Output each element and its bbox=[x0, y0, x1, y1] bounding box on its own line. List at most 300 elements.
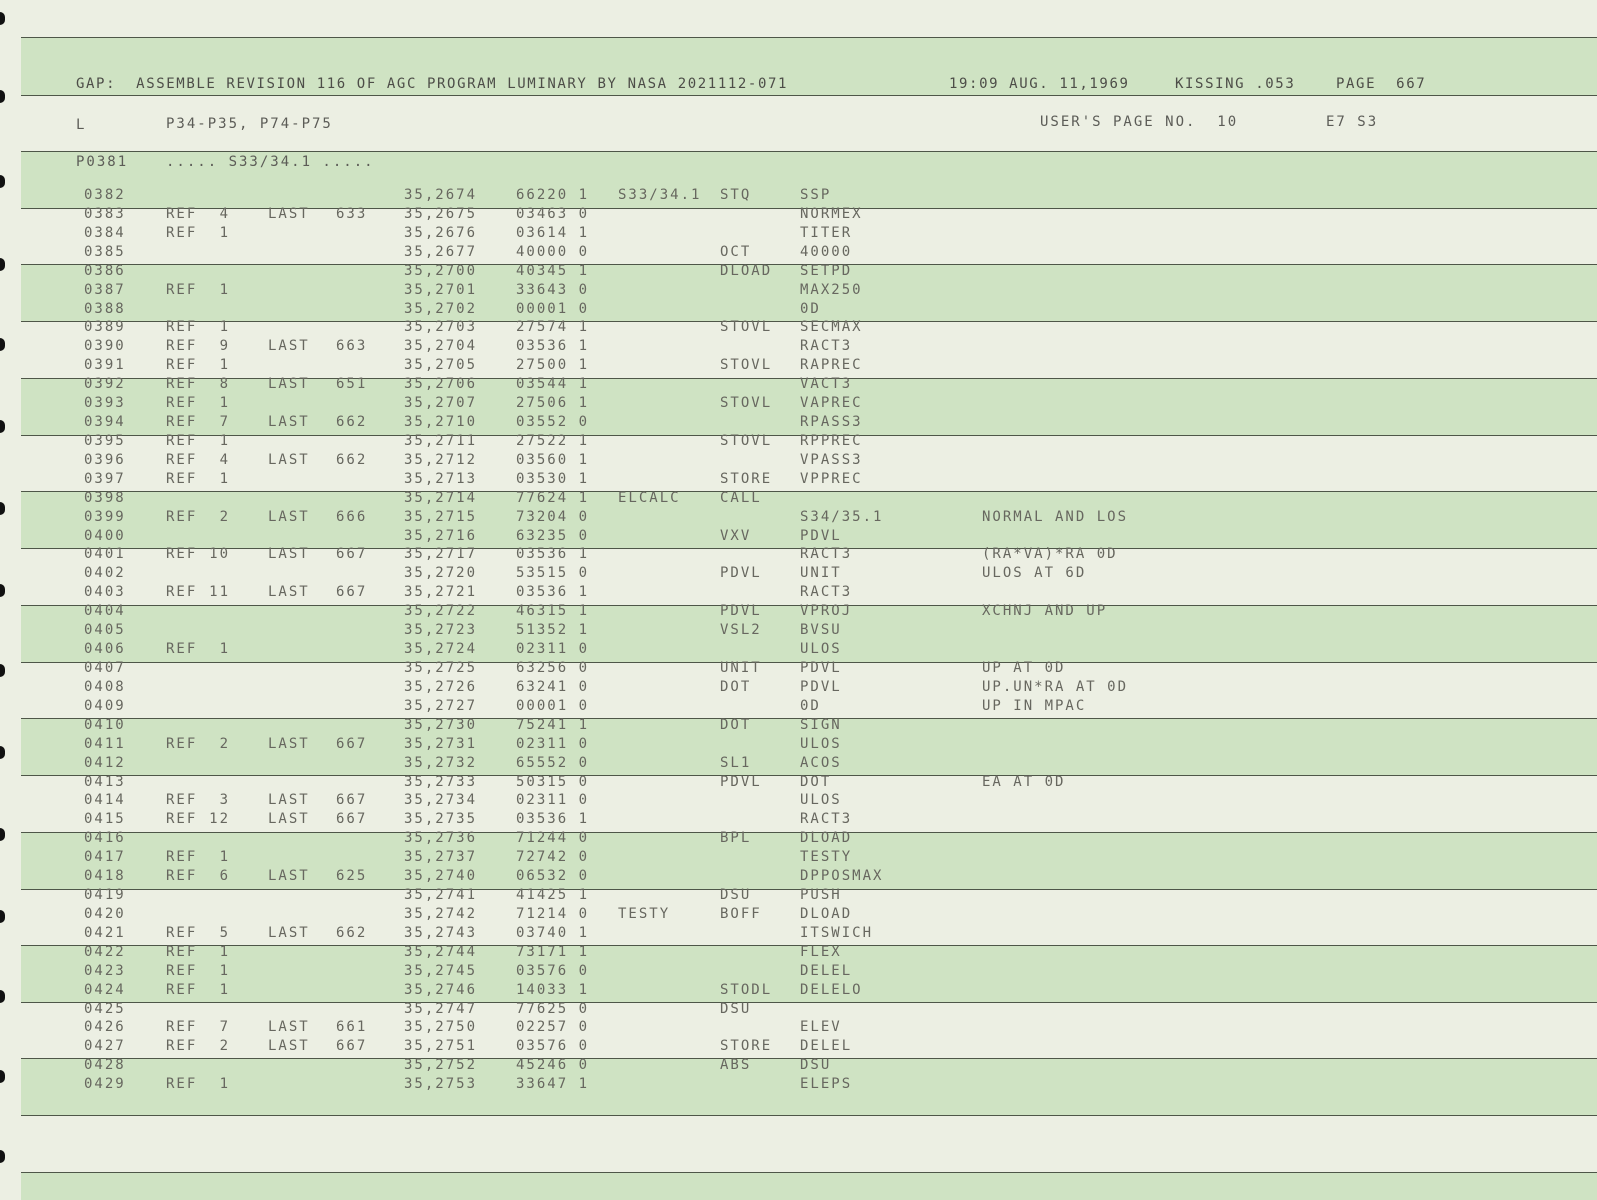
ref-flag: REF bbox=[166, 868, 198, 884]
octal-code: 41425 1 bbox=[516, 887, 590, 903]
operator: KISSING .053 bbox=[1175, 76, 1296, 92]
line-number: 0422 bbox=[84, 944, 126, 960]
operand: ULOS bbox=[800, 736, 842, 752]
address: 35,2714 bbox=[404, 490, 478, 506]
opcode: PDVL bbox=[720, 565, 762, 581]
address: 35,2716 bbox=[404, 528, 478, 544]
operand: DSU bbox=[800, 1057, 832, 1073]
operand: PDVL bbox=[800, 528, 842, 544]
octal-code: 00001 0 bbox=[516, 301, 590, 317]
octal-code: 33647 1 bbox=[516, 1076, 590, 1092]
address: 35,2732 bbox=[404, 755, 478, 771]
ref-flag: REF bbox=[166, 414, 198, 430]
address: 35,2744 bbox=[404, 944, 478, 960]
opcode: VSL2 bbox=[720, 622, 762, 638]
operand: RACT3 bbox=[800, 584, 853, 600]
ref-flag: REF bbox=[166, 338, 198, 354]
ref-count: 1 bbox=[219, 982, 230, 998]
line-number: 0403 bbox=[84, 584, 126, 600]
operand: 0D bbox=[800, 698, 821, 714]
operand: UNIT bbox=[800, 565, 842, 581]
opcode: STORE bbox=[720, 1038, 773, 1054]
line-number: 0397 bbox=[84, 471, 126, 487]
last-page: 667 bbox=[336, 584, 368, 600]
line-number: 0428 bbox=[84, 1057, 126, 1073]
address: 35,2677 bbox=[404, 244, 478, 260]
last-page: 663 bbox=[336, 338, 368, 354]
address: 35,2715 bbox=[404, 509, 478, 525]
address: 35,2700 bbox=[404, 263, 478, 279]
line-number: 0388 bbox=[84, 301, 126, 317]
operand: DELEL bbox=[800, 1038, 853, 1054]
ref-count: 1 bbox=[219, 282, 230, 298]
line-number: 0413 bbox=[84, 774, 126, 790]
line-number: 0408 bbox=[84, 679, 126, 695]
octal-code: 27574 1 bbox=[516, 319, 590, 335]
octal-code: 27506 1 bbox=[516, 395, 590, 411]
line-number: 0386 bbox=[84, 263, 126, 279]
operand: FLEX bbox=[800, 944, 842, 960]
address: 35,2721 bbox=[404, 584, 478, 600]
address: 35,2731 bbox=[404, 736, 478, 752]
opcode: PDVL bbox=[720, 774, 762, 790]
operand: PDVL bbox=[800, 679, 842, 695]
line-number: 0398 bbox=[84, 490, 126, 506]
last-page: 667 bbox=[336, 546, 368, 562]
line-number: 0384 bbox=[84, 225, 126, 241]
octal-code: 63256 0 bbox=[516, 660, 590, 676]
last-page: 625 bbox=[336, 868, 368, 884]
ref-count: 7 bbox=[219, 1019, 230, 1035]
operand: ULOS bbox=[800, 641, 842, 657]
line-number: 0417 bbox=[84, 849, 126, 865]
last-page: 662 bbox=[336, 925, 368, 941]
ref-count: 2 bbox=[219, 509, 230, 525]
line-number: 0419 bbox=[84, 887, 126, 903]
line-number: 0401 bbox=[84, 546, 126, 562]
comment: UP AT 0D bbox=[982, 660, 1066, 676]
address: 35,2740 bbox=[404, 868, 478, 884]
address: 35,2737 bbox=[404, 849, 478, 865]
operand: 40000 bbox=[800, 244, 853, 260]
operand: RPASS3 bbox=[800, 414, 863, 430]
left-mark: L bbox=[76, 117, 87, 133]
ref-flag: REF bbox=[166, 963, 198, 979]
ref-count: 1 bbox=[219, 849, 230, 865]
listing-title: GAP: ASSEMBLE REVISION 116 OF AGC PROGRAM LUMINARY BY NASA 2021112-071 bbox=[76, 76, 789, 92]
last-flag: LAST bbox=[268, 376, 310, 392]
ref-count: 7 bbox=[219, 414, 230, 430]
octal-code: 03463 0 bbox=[516, 206, 590, 222]
ref-flag: REF bbox=[166, 584, 198, 600]
opcode: BPL bbox=[720, 830, 752, 846]
page-number: PAGE 667 bbox=[1336, 76, 1427, 92]
operand: BVSU bbox=[800, 622, 842, 638]
octal-code: 02311 0 bbox=[516, 736, 590, 752]
octal-code: 27500 1 bbox=[516, 357, 590, 373]
address: 35,2752 bbox=[404, 1057, 478, 1073]
opcode: VXV bbox=[720, 528, 752, 544]
ref-flag: REF bbox=[166, 433, 198, 449]
line-number: 0402 bbox=[84, 565, 126, 581]
octal-code: 72742 0 bbox=[516, 849, 590, 865]
line-number: 0390 bbox=[84, 338, 126, 354]
ref-flag: REF bbox=[166, 282, 198, 298]
line-number: 0407 bbox=[84, 660, 126, 676]
address: 35,2705 bbox=[404, 357, 478, 373]
address: 35,2734 bbox=[404, 792, 478, 808]
last-page: 667 bbox=[336, 811, 368, 827]
address: 35,2675 bbox=[404, 206, 478, 222]
line-number: 0420 bbox=[84, 906, 126, 922]
operand: TESTY bbox=[800, 849, 853, 865]
octal-code: 03740 1 bbox=[516, 925, 590, 941]
ref-count: 2 bbox=[219, 736, 230, 752]
address: 35,2710 bbox=[404, 414, 478, 430]
ref-flag: REF bbox=[166, 376, 198, 392]
line-number: 0385 bbox=[84, 244, 126, 260]
ref-flag: REF bbox=[166, 792, 198, 808]
comment: UP.UN*RA AT 0D bbox=[982, 679, 1129, 695]
operand: VPPREC bbox=[800, 471, 863, 487]
operand: RPPREC bbox=[800, 433, 863, 449]
octal-code: 71244 0 bbox=[516, 830, 590, 846]
address: 35,2674 bbox=[404, 187, 478, 203]
octal-code: 63241 0 bbox=[516, 679, 590, 695]
operand: 0D bbox=[800, 301, 821, 317]
ref-flag: REF bbox=[166, 357, 198, 373]
octal-code: 40345 1 bbox=[516, 263, 590, 279]
line-number: 0426 bbox=[84, 1019, 126, 1035]
section-line-number: P0381 bbox=[76, 154, 129, 170]
ref-flag: REF bbox=[166, 1019, 198, 1035]
last-page: 661 bbox=[336, 1019, 368, 1035]
ref-flag: REF bbox=[166, 944, 198, 960]
octal-code: 73171 1 bbox=[516, 944, 590, 960]
last-flag: LAST bbox=[268, 509, 310, 525]
ref-flag: REF bbox=[166, 641, 198, 657]
operand: DLOAD bbox=[800, 906, 853, 922]
line-number: 0429 bbox=[84, 1076, 126, 1092]
line-number: 0406 bbox=[84, 641, 126, 657]
opcode: SL1 bbox=[720, 755, 752, 771]
operand: TITER bbox=[800, 225, 853, 241]
last-flag: LAST bbox=[268, 338, 310, 354]
opcode: DLOAD bbox=[720, 263, 773, 279]
line-number: 0409 bbox=[84, 698, 126, 714]
ref-count: 1 bbox=[219, 225, 230, 241]
line-number: 0418 bbox=[84, 868, 126, 884]
address: 35,2703 bbox=[404, 319, 478, 335]
ref-flag: REF bbox=[166, 206, 198, 222]
octal-code: 03560 1 bbox=[516, 452, 590, 468]
address: 35,2722 bbox=[404, 603, 478, 619]
comment: ULOS AT 6D bbox=[982, 565, 1087, 581]
ref-count: 9 bbox=[219, 338, 230, 354]
label: S33/34.1 bbox=[618, 187, 702, 203]
operand: RAPREC bbox=[800, 357, 863, 373]
opcode: OCT bbox=[720, 244, 752, 260]
ref-count: 1 bbox=[219, 944, 230, 960]
line-number: 0423 bbox=[84, 963, 126, 979]
ref-flag: REF bbox=[166, 1076, 198, 1092]
ref-count: 4 bbox=[219, 206, 230, 222]
last-page: 662 bbox=[336, 452, 368, 468]
operand: DELEL bbox=[800, 963, 853, 979]
line-number: 0395 bbox=[84, 433, 126, 449]
line-number: 0387 bbox=[84, 282, 126, 298]
operand: VACT3 bbox=[800, 376, 853, 392]
address: 35,2707 bbox=[404, 395, 478, 411]
octal-code: 73204 0 bbox=[516, 509, 590, 525]
octal-code: 27522 1 bbox=[516, 433, 590, 449]
last-flag: LAST bbox=[268, 925, 310, 941]
operand: RACT3 bbox=[800, 811, 853, 827]
line-number: 0425 bbox=[84, 1001, 126, 1017]
last-page: 667 bbox=[336, 792, 368, 808]
ref-count: 2 bbox=[219, 1038, 230, 1054]
octal-code: 33643 0 bbox=[516, 282, 590, 298]
operand: ULOS bbox=[800, 792, 842, 808]
line-number: 0396 bbox=[84, 452, 126, 468]
ref-count: 4 bbox=[219, 452, 230, 468]
operand: ITSWICH bbox=[800, 925, 874, 941]
last-flag: LAST bbox=[268, 414, 310, 430]
octal-code: 02311 0 bbox=[516, 792, 590, 808]
line-number: 0392 bbox=[84, 376, 126, 392]
octal-code: 77624 1 bbox=[516, 490, 590, 506]
address: 35,2720 bbox=[404, 565, 478, 581]
address: 35,2745 bbox=[404, 963, 478, 979]
line-number: 0393 bbox=[84, 395, 126, 411]
ref-count: 5 bbox=[219, 925, 230, 941]
address: 35,2701 bbox=[404, 282, 478, 298]
last-flag: LAST bbox=[268, 584, 310, 600]
address: 35,2741 bbox=[404, 887, 478, 903]
octal-code: 06532 0 bbox=[516, 868, 590, 884]
last-flag: LAST bbox=[268, 1038, 310, 1054]
ref-count: 1 bbox=[219, 1076, 230, 1092]
ref-flag: REF bbox=[166, 1038, 198, 1054]
ref-flag: REF bbox=[166, 471, 198, 487]
ref-count: 1 bbox=[219, 395, 230, 411]
opcode: DOT bbox=[720, 679, 752, 695]
line-number: 0382 bbox=[84, 187, 126, 203]
operand: PDVL bbox=[800, 660, 842, 676]
address: 35,2750 bbox=[404, 1019, 478, 1035]
label: ELCALC bbox=[618, 490, 681, 506]
ref-flag: REF bbox=[166, 452, 198, 468]
address: 35,2727 bbox=[404, 698, 478, 714]
line-number: 0421 bbox=[84, 925, 126, 941]
line-number: 0405 bbox=[84, 622, 126, 638]
comment: (RA*VA)*RA 0D bbox=[982, 546, 1118, 562]
comment: NORMAL AND LOS bbox=[982, 509, 1129, 525]
ref-count: 3 bbox=[219, 792, 230, 808]
ref-count: 10 bbox=[209, 546, 230, 562]
opcode: STORE bbox=[720, 471, 773, 487]
address: 35,2725 bbox=[404, 660, 478, 676]
octal-code: 03576 0 bbox=[516, 1038, 590, 1054]
line-number: 0399 bbox=[84, 509, 126, 525]
opcode: DSU bbox=[720, 1001, 752, 1017]
operand: DPPOSMAX bbox=[800, 868, 884, 884]
ref-flag: REF bbox=[166, 546, 198, 562]
address: 35,2713 bbox=[404, 471, 478, 487]
octal-code: 65552 0 bbox=[516, 755, 590, 771]
opcode: BOFF bbox=[720, 906, 762, 922]
ref-count: 11 bbox=[209, 584, 230, 600]
octal-code: 75241 1 bbox=[516, 717, 590, 733]
ref-flag: REF bbox=[166, 849, 198, 865]
opcode: STOVL bbox=[720, 395, 773, 411]
address: 35,2736 bbox=[404, 830, 478, 846]
line-number: 0389 bbox=[84, 319, 126, 335]
timestamp: 19:09 AUG. 11,1969 bbox=[949, 76, 1130, 92]
operand: SECMAX bbox=[800, 319, 863, 335]
opcode: ABS bbox=[720, 1057, 752, 1073]
ref-count: 1 bbox=[219, 963, 230, 979]
last-flag: LAST bbox=[268, 811, 310, 827]
comment: EA AT 0D bbox=[982, 774, 1066, 790]
ref-count: 1 bbox=[219, 641, 230, 657]
opcode: STOVL bbox=[720, 357, 773, 373]
ref-count: 1 bbox=[219, 357, 230, 373]
line-number: 0391 bbox=[84, 357, 126, 373]
line-number: 0424 bbox=[84, 982, 126, 998]
ref-flag: REF bbox=[166, 925, 198, 941]
ref-flag: REF bbox=[166, 509, 198, 525]
octal-code: 53515 0 bbox=[516, 565, 590, 581]
octal-code: 14033 1 bbox=[516, 982, 590, 998]
page-code: E7 S3 bbox=[1326, 114, 1379, 130]
octal-code: 46315 1 bbox=[516, 603, 590, 619]
ref-flag: REF bbox=[166, 811, 198, 827]
address: 35,2676 bbox=[404, 225, 478, 241]
ref-flag: REF bbox=[166, 319, 198, 335]
octal-code: 66220 1 bbox=[516, 187, 590, 203]
operand: DELELO bbox=[800, 982, 863, 998]
operand: MAX250 bbox=[800, 282, 863, 298]
operand: ELEPS bbox=[800, 1076, 853, 1092]
operand: SETPD bbox=[800, 263, 853, 279]
line-number: 0410 bbox=[84, 717, 126, 733]
last-page: 651 bbox=[336, 376, 368, 392]
octal-code: 51352 1 bbox=[516, 622, 590, 638]
operand: PUSH bbox=[800, 887, 842, 903]
last-flag: LAST bbox=[268, 546, 310, 562]
address: 35,2753 bbox=[404, 1076, 478, 1092]
operand: S34/35.1 bbox=[800, 509, 884, 525]
operand: VAPREC bbox=[800, 395, 863, 411]
line-number: 0415 bbox=[84, 811, 126, 827]
address: 35,2723 bbox=[404, 622, 478, 638]
address: 35,2733 bbox=[404, 774, 478, 790]
octal-code: 03576 0 bbox=[516, 963, 590, 979]
section-label: ..... S33/34.1 ..... bbox=[166, 154, 375, 170]
last-page: 667 bbox=[336, 736, 368, 752]
octal-code: 03544 1 bbox=[516, 376, 590, 392]
ref-count: 12 bbox=[209, 811, 230, 827]
address: 35,2746 bbox=[404, 982, 478, 998]
operand: ELEV bbox=[800, 1019, 842, 1035]
ref-count: 8 bbox=[219, 376, 230, 392]
ref-flag: REF bbox=[166, 982, 198, 998]
address: 35,2742 bbox=[404, 906, 478, 922]
octal-code: 45246 0 bbox=[516, 1057, 590, 1073]
line-number: 0427 bbox=[84, 1038, 126, 1054]
operand: RACT3 bbox=[800, 338, 853, 354]
operand: ACOS bbox=[800, 755, 842, 771]
octal-code: 02257 0 bbox=[516, 1019, 590, 1035]
octal-code: 50315 0 bbox=[516, 774, 590, 790]
operand: SIGN bbox=[800, 717, 842, 733]
octal-code: 00001 0 bbox=[516, 698, 590, 714]
last-page: 666 bbox=[336, 509, 368, 525]
line-number: 0412 bbox=[84, 755, 126, 771]
operand: VPROJ bbox=[800, 603, 853, 619]
octal-code: 03536 1 bbox=[516, 546, 590, 562]
ref-count: 1 bbox=[219, 433, 230, 449]
octal-code: 03536 1 bbox=[516, 338, 590, 354]
last-page: 667 bbox=[336, 1038, 368, 1054]
users-page-number: USER'S PAGE NO. 10 bbox=[1040, 114, 1239, 130]
octal-code: 40000 0 bbox=[516, 244, 590, 260]
ref-count: 1 bbox=[219, 319, 230, 335]
section-name: P34-P35, P74-P75 bbox=[166, 116, 333, 132]
opcode: STOVL bbox=[720, 433, 773, 449]
line-number: 0400 bbox=[84, 528, 126, 544]
address: 35,2724 bbox=[404, 641, 478, 657]
label: TESTY bbox=[618, 906, 671, 922]
octal-code: 03552 0 bbox=[516, 414, 590, 430]
operand: DOT bbox=[800, 774, 832, 790]
line-number: 0414 bbox=[84, 792, 126, 808]
octal-code: 03530 1 bbox=[516, 471, 590, 487]
opcode: STQ bbox=[720, 187, 752, 203]
octal-code: 77625 0 bbox=[516, 1001, 590, 1017]
last-flag: LAST bbox=[268, 452, 310, 468]
operand: DLOAD bbox=[800, 830, 853, 846]
address: 35,2711 bbox=[404, 433, 478, 449]
address: 35,2730 bbox=[404, 717, 478, 733]
opcode: STODL bbox=[720, 982, 773, 998]
operand: VPASS3 bbox=[800, 452, 863, 468]
opcode: STOVL bbox=[720, 319, 773, 335]
octal-code: 71214 0 bbox=[516, 906, 590, 922]
line-number: 0416 bbox=[84, 830, 126, 846]
last-page: 633 bbox=[336, 206, 368, 222]
address: 35,2735 bbox=[404, 811, 478, 827]
last-flag: LAST bbox=[268, 206, 310, 222]
ref-count: 6 bbox=[219, 868, 230, 884]
last-flag: LAST bbox=[268, 1019, 310, 1035]
octal-code: 03536 1 bbox=[516, 584, 590, 600]
line-number: 0404 bbox=[84, 603, 126, 619]
operand: SSP bbox=[800, 187, 832, 203]
line-number: 0383 bbox=[84, 206, 126, 222]
opcode: CALL bbox=[720, 490, 762, 506]
last-flag: LAST bbox=[268, 736, 310, 752]
octal-code: 63235 0 bbox=[516, 528, 590, 544]
address: 35,2726 bbox=[404, 679, 478, 695]
last-flag: LAST bbox=[268, 868, 310, 884]
line-number: 0394 bbox=[84, 414, 126, 430]
comment: XCHNJ AND UP bbox=[982, 603, 1108, 619]
opcode: PDVL bbox=[720, 603, 762, 619]
opcode: DSU bbox=[720, 887, 752, 903]
address: 35,2712 bbox=[404, 452, 478, 468]
